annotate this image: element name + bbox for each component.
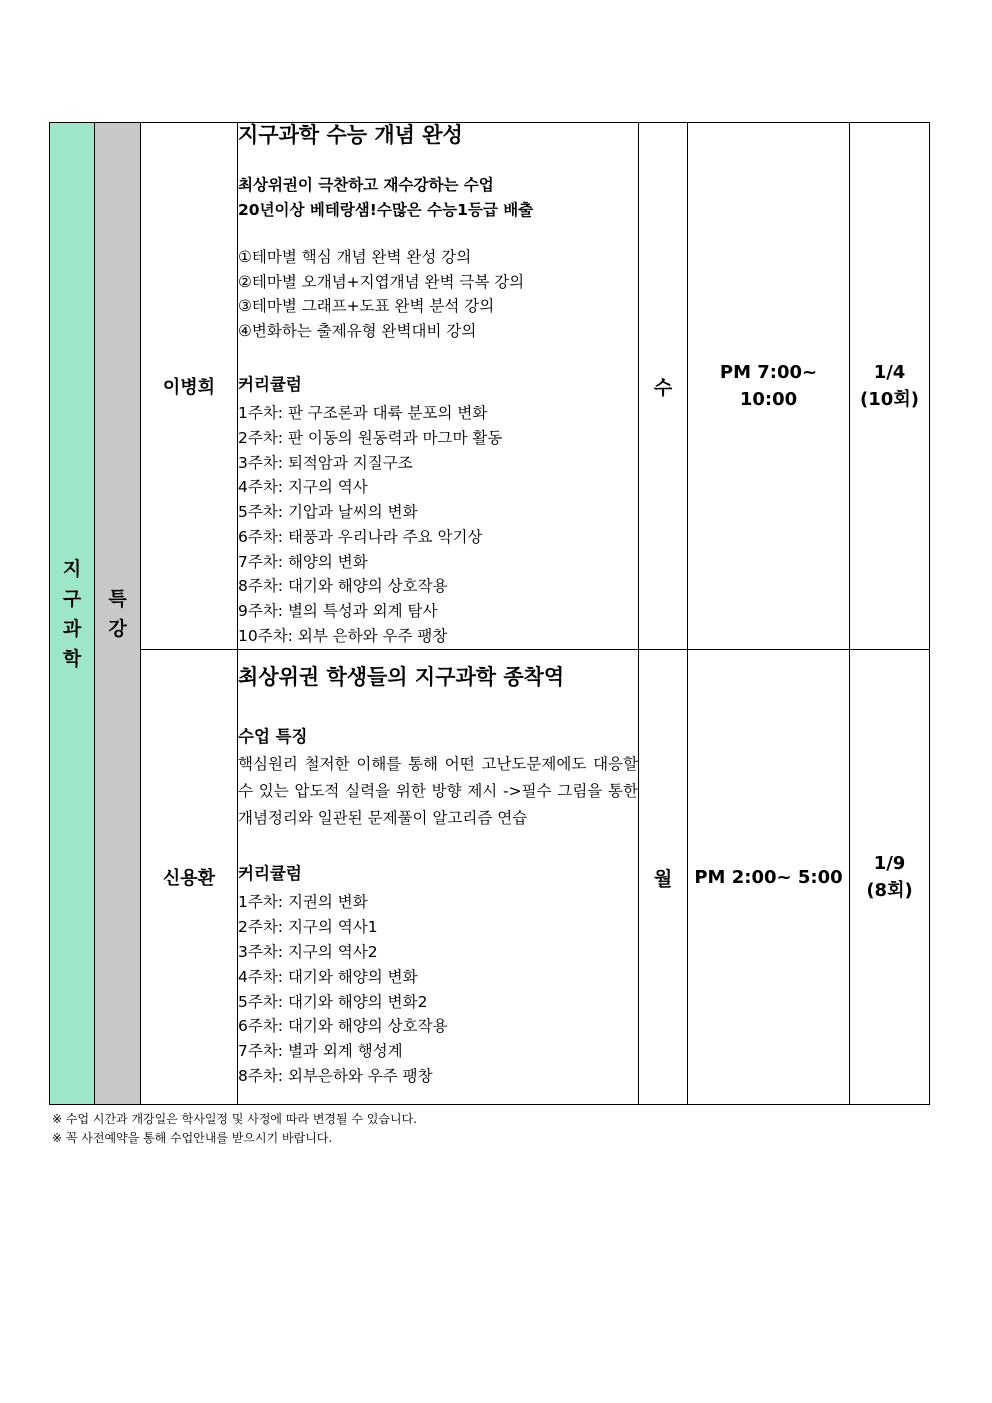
schedule-table — [49, 122, 930, 1105]
subject-char: 과 — [62, 617, 82, 640]
curriculum-item: 4주차: 지구의 역사 — [238, 478, 368, 497]
session-count: (10회) — [860, 389, 919, 410]
curriculum-item: 6주차: 태풍과 우리나라 주요 악기상 — [238, 527, 483, 546]
curriculum-item: 8주차: 외부은하와 우주 팽창 — [238, 1066, 433, 1085]
course-description — [238, 123, 639, 650]
curriculum-label: 커리큘럼 — [238, 374, 302, 394]
curriculum-item: 10주차: 외부 은하와 우주 팽창 — [238, 627, 448, 646]
teacher-name: 이병희 — [141, 123, 238, 650]
teacher-name: 신용환 — [141, 650, 238, 1105]
footnotes — [52, 1110, 417, 1148]
start-date-line: 1/4 — [873, 362, 906, 383]
feature-text: 핵심원리 철저한 이해를 통해 어떤 고난도문제에도 대응할 수 있는 압도적 실력을 위한 방향 제시 ->필수 그림을 통한 개념정리와 일관된 문제풀이 알고리즘 연습 — [238, 755, 638, 828]
time-line: PM 2:00~ 5:00 — [694, 866, 843, 888]
category-char: 강 — [108, 617, 127, 640]
curriculum-item: 5주차: 대기와 해양의 변화2 — [238, 992, 428, 1011]
class-time — [688, 123, 850, 650]
time-line: 10:00 — [739, 389, 798, 410]
start-date-line: 1/9 — [873, 853, 906, 874]
intro-line: 20년이상 베테랑샘!수많은 수능1등급 배출 — [238, 200, 534, 219]
curriculum-item: 1주차: 지권의 변화 — [238, 893, 368, 912]
course-description — [238, 650, 639, 1105]
curriculum-item: 4주차: 대기와 해양의 변화 — [238, 967, 418, 986]
point-line: ③테마별 그래프+도표 완벽 분석 강의 — [238, 297, 495, 316]
feature-label: 수업 특징 — [238, 727, 308, 747]
subject-char: 학 — [62, 647, 82, 670]
curriculum-item: 5주차: 기압과 날씨의 변화 — [238, 503, 418, 522]
class-day: 월 — [639, 650, 688, 1105]
course-title: 지구과학 수능 개념 완성 — [238, 123, 463, 148]
footnote: ※ 수업 시간과 개강일은 학사일정 및 사정에 따라 변경될 수 있습니다. — [52, 1112, 417, 1126]
subject-char: 지 — [62, 557, 82, 580]
start-date — [850, 123, 930, 650]
time-line: PM 7:00~ — [719, 362, 818, 383]
curriculum-item: 2주차: 판 이동의 원동력과 마그마 활동 — [238, 428, 503, 447]
curriculum-item: 6주차: 대기와 해양의 상호작용 — [238, 1017, 448, 1036]
category-cell — [95, 123, 141, 1105]
course-row-2 — [50, 650, 930, 1105]
curriculum-item: 8주차: 대기와 해양의 상호작용 — [238, 577, 448, 596]
curriculum-item: 7주차: 별과 외계 행성계 — [238, 1042, 403, 1061]
curriculum-item: 9주차: 별의 특성과 외계 탐사 — [238, 602, 438, 621]
course-row-1 — [50, 123, 930, 650]
start-date — [850, 650, 930, 1105]
footnote: ※ 꼭 사전예약을 통해 수업안내를 받으시기 바랍니다. — [52, 1131, 333, 1145]
curriculum-label: 커리큘럼 — [238, 864, 302, 884]
course-title: 최상위권 학생들의 지구과학 종착역 — [238, 665, 565, 690]
point-line: ④변화하는 출제유형 완벽대비 강의 — [238, 322, 477, 341]
curriculum-item: 7주차: 해양의 변화 — [238, 552, 368, 571]
curriculum-item: 3주차: 지구의 역사2 — [238, 942, 378, 961]
intro-line: 최상위권이 극찬하고 재수강하는 수업 — [238, 176, 494, 195]
curriculum-item: 3주차: 퇴적암과 지질구조 — [238, 453, 413, 472]
subject-cell — [50, 123, 95, 1105]
subject-char: 구 — [62, 587, 82, 610]
session-count: (8회) — [866, 880, 913, 901]
curriculum-item: 2주차: 지구의 역사1 — [238, 918, 378, 937]
point-line: ②테마별 오개념+지엽개념 완벽 극복 강의 — [238, 272, 525, 291]
category-char: 특 — [108, 587, 127, 610]
class-time — [688, 650, 850, 1105]
class-day: 수 — [639, 123, 688, 650]
point-line: ①테마별 핵심 개념 완벽 완성 강의 — [238, 247, 472, 266]
curriculum-item: 1주차: 판 구조론과 대륙 분포의 변화 — [238, 403, 488, 422]
